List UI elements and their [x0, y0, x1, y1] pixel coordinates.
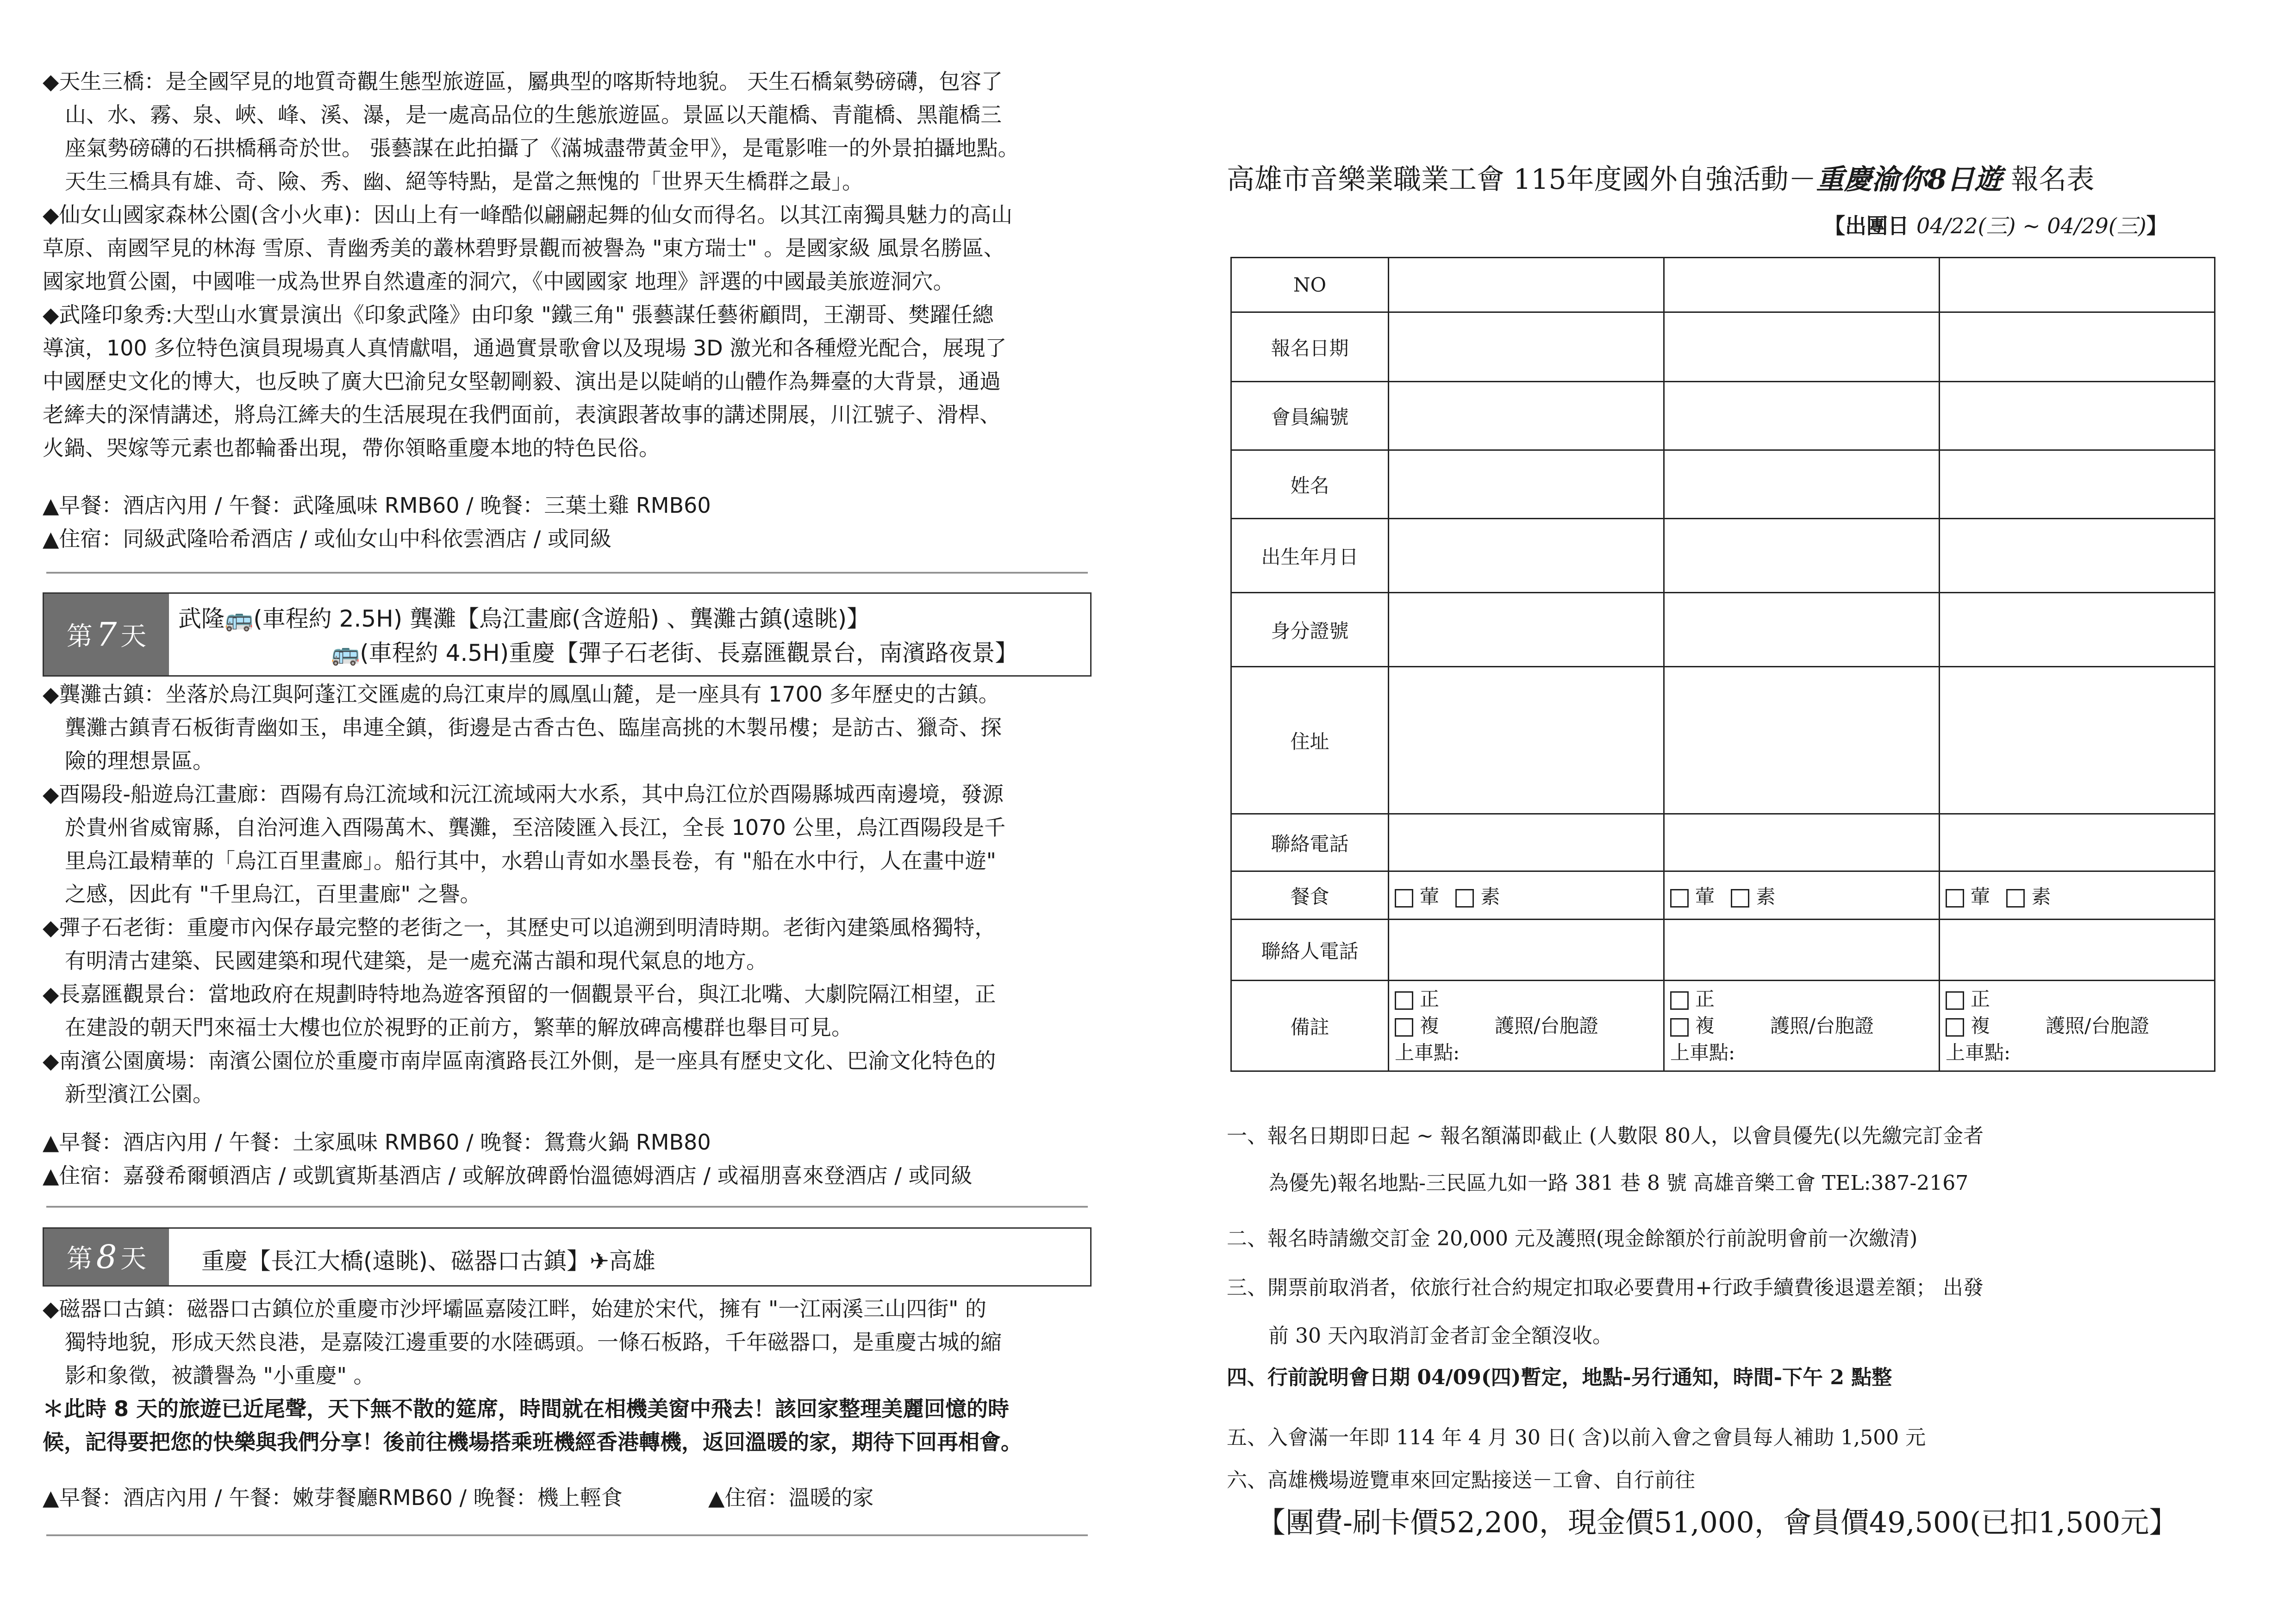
checkbox[interactable]	[1946, 889, 1964, 908]
list-item: ◆長嘉匯觀景台：當地政府在規劃時特地為遊客預留的一個觀景平台，與江北嘴、大劇院隔江相望，正 在建設的朝天門來福士大樓也位於視野的正前方，繁華的解放碑高樓群也舉目可見。	[43, 982, 996, 1040]
day6-meals: ▲早餐：酒店內用 / 午餐：武隆風味 RMB60 / 晚餐：三葉土雞 RMB60	[43, 493, 711, 518]
form-cell[interactable]	[1940, 920, 2215, 981]
form-cell[interactable]	[1940, 312, 2215, 382]
day8-hotel: ▲住宿：溫暖的家	[708, 1485, 874, 1510]
form-cell[interactable]	[1940, 593, 2215, 667]
divider	[46, 1535, 1088, 1538]
form-cell[interactable]	[1940, 519, 2215, 593]
form-cell[interactable]	[1664, 450, 1940, 519]
form-cell[interactable]	[1664, 593, 1940, 667]
list-item: ＊此時 8 天的旅遊已近尾聲，天下無不散的筵席，時間就在相機美窗中飛去！該回家整理美麗回憶的時 候，記得要把您的快樂與我們分享！後前往機場搭乘班機經香港轉機，返回溫暖的家，期待下回再相會。	[43, 1396, 1022, 1455]
note-3-cont: 前 30 天內取消訂金者訂金全額沒收。	[1268, 1324, 1613, 1348]
note-2: 二、報名時請繳交訂金 20,000 元及護照(現金餘額於行前說明會前一次繳清)	[1227, 1227, 1918, 1250]
day6-hotel: ▲住宿：同級武隆哈希酒店 / 或仙女山中科依雲酒店 / 或同級	[43, 526, 611, 551]
form-cell[interactable]	[1664, 667, 1940, 814]
note-1-cont: 為優先)報名地點-三民區九如一路 381 巷 8 號 高雄音樂工會 TEL:387-2167	[1268, 1171, 1969, 1195]
day7-route-line1: 武隆🚌(車程約 2.5H) 龔灘【烏江畫廊(含遊船) 、龔灘古鎮(遠眺)】	[178, 605, 870, 632]
checkbox[interactable]	[1946, 991, 1964, 1010]
form-cell[interactable]	[1664, 258, 1940, 312]
checkbox[interactable]	[2006, 889, 2025, 908]
tour-fee: 【團費-刷卡價52,200，現金價51,000，會員價49,500(已扣1,500元】	[1257, 1505, 2178, 1539]
form-cell[interactable]	[1664, 519, 1940, 593]
day8-route-line1: 重慶【長江大橋(遠眺)、磁器口古鎮】✈高雄	[201, 1248, 655, 1275]
form-cell[interactable]	[1389, 258, 1664, 312]
departure-dates: 【出團日 04/22(三) ~ 04/29(三)】	[1824, 213, 2168, 238]
divider	[46, 1206, 1088, 1209]
registration-table	[1230, 257, 2215, 1072]
table-row: 會員編號	[1231, 382, 2215, 450]
remark-cell: 正 複 護照/台胞證 上車點:	[1389, 981, 1664, 1071]
note-5: 五、入會滿一年即 114 年 4 月 30 日( 含)以前入會之會員每人補助 1,500 元	[1227, 1426, 1926, 1449]
note-6: 六、高雄機場遊覽車來回定點接送－工會、自行前往	[1227, 1468, 1695, 1492]
day7-attractions	[43, 678, 1089, 1111]
remark-cell: 正 複 護照/台胞證 上車點:	[1940, 981, 2215, 1071]
checkbox[interactable]	[1395, 889, 1413, 908]
checkbox[interactable]	[1670, 991, 1689, 1010]
table-row: 身分證號	[1231, 593, 2215, 667]
day8-attractions	[43, 1292, 1089, 1459]
day7-hotel: ▲住宿：嘉發希爾頓酒店 / 或凱賓斯基酒店 / 或解放碑爵怡溫德姆酒店 / 或福朋喜來登酒店 / 或同級	[43, 1163, 973, 1188]
day7-header	[43, 592, 1092, 677]
checkbox[interactable]	[1670, 889, 1689, 908]
remark-cell: 正 複 護照/台胞證 上車點:	[1664, 981, 1940, 1071]
checkbox[interactable]	[1395, 1018, 1413, 1037]
meal-choice: 葷 素	[1389, 871, 1664, 920]
table-row: 餐食 葷 素 葷 素 葷 素	[1231, 871, 2215, 920]
day7-tag: 第 7 天	[44, 594, 169, 675]
meal-choice: 葷 素	[1664, 871, 1940, 920]
form-cell[interactable]	[1664, 814, 1940, 871]
table-row: 聯絡人電話	[1231, 920, 2215, 981]
list-item: ◆彈子石老街：重慶市內保存最完整的老街之一，其歷史可以追溯到明清時期。老街內建築風格獨特， 有明清古建築、民國建築和現代建築，是一處充滿古韻和現代氣息的地方。	[43, 915, 996, 973]
list-item: ◆龔灘古鎮：坐落於烏江與阿蓬江交匯處的烏江東岸的鳳凰山麓，是一座具有 1700 多年歷史的古鎮。 龔灘古鎮青石板街青幽如玉，串連全鎮，街邊是古香古色、臨崖高挑的木製吊樓；是訪古、獵奇、探 險的理想景區。	[43, 682, 1002, 773]
form-cell[interactable]	[1664, 312, 1940, 382]
form-cell[interactable]	[1940, 667, 2215, 814]
checkbox[interactable]	[1731, 889, 1749, 908]
form-cell[interactable]	[1389, 593, 1664, 667]
day7-route-line2: 🚌(車程約 4.5H)重慶【彈子石老街、長嘉匯觀景台，南濱路夜景】	[331, 640, 1018, 666]
table-row: 備註 正 複 護照/台胞證 上車點: 正 複 護照/台胞證 上車點: 正 複 護照/台胞證 上車點:	[1231, 981, 2215, 1071]
list-item: ◆武隆印象秀:大型山水實景演出《印象武隆》由印象 "鐵三角" 張藝謀任藝術顧問，王潮哥、樊躍任總 導演，100 多位特色演員現場真人真情獻唱，通過實景歌會以及現場 3D 激光和各種燈光配合，展現了 中國歷史文化的博大，也反映了廣大巴渝兒女堅韌剛毅、演出是以陡峭的山體作為舞臺的大背景，通過 老縴夫的深情講述，將烏江縴夫的生活展現在我們面前，表演跟著故事的講述開展，川江號子、滑桿、 火鍋、哭嫁等元素也都輪番出現，帶你領略重慶本地的特色民俗。	[43, 302, 1007, 460]
form-cell[interactable]	[1940, 450, 2215, 519]
form-cell[interactable]	[1664, 920, 1940, 981]
checkbox[interactable]	[1455, 889, 1474, 908]
list-item: ◆天生三橋：是全國罕見的地質奇觀生態型旅遊區，屬典型的喀斯特地貌。 天生石橋氣勢磅礴，包容了 山、水、霧、泉、峽、峰、溪、瀑，是一處高品位的生態旅遊區。景區以天龍橋、青龍橋、黑龍橋三 座氣勢磅礴的石拱橋稱奇於世。 張藝謀在此拍攝了《滿城盡帶黃金甲》，是電影唯一的外景拍攝地點。 天生三橋具有雄、奇、險、秀、幽、絕等特點，是當之無愧的「世界天生橋群之最」。	[43, 69, 1019, 194]
day6-attractions	[43, 65, 1089, 465]
meal-choice: 葷 素	[1940, 871, 2215, 920]
checkbox[interactable]	[1395, 991, 1413, 1010]
form-cell[interactable]	[1389, 814, 1664, 871]
form-cell[interactable]	[1389, 667, 1664, 814]
form-cell[interactable]	[1389, 920, 1664, 981]
checkbox[interactable]	[1946, 1018, 1964, 1037]
form-cell[interactable]	[1940, 258, 2215, 312]
table-row: 姓名	[1231, 450, 2215, 519]
table-row: 報名日期	[1231, 312, 2215, 382]
day8-tag: 第 8 天	[44, 1229, 169, 1285]
form-cell[interactable]	[1389, 519, 1664, 593]
table-row: 住址	[1231, 667, 2215, 814]
note-3: 三、開票前取消者，依旅行社合約規定扣取必要費用+行政手續費後退還差額； 出發	[1227, 1276, 1984, 1300]
note-1: 一、報名日期即日起 ~ 報名額滿即截止 (人數限 80人，以會員優先(以先繳完訂金者	[1227, 1124, 1984, 1148]
list-item: ◆南濱公園廣場：南濱公園位於重慶市南岸區南濱路長江外側，是一座具有歷史文化、巴渝文化特色的 新型濱江公園。	[43, 1048, 996, 1107]
checkbox[interactable]	[1670, 1018, 1689, 1037]
form-cell[interactable]	[1389, 450, 1664, 519]
day7-meals: ▲早餐：酒店內用 / 午餐：土家風味 RMB60 / 晚餐：鴛鴦火鍋 RMB80	[43, 1130, 711, 1155]
day8-header	[43, 1227, 1092, 1287]
day8-meals: ▲早餐：酒店內用 / 午餐：嫩芽餐廳RMB60 / 晚餐：機上輕食	[43, 1485, 623, 1510]
divider	[46, 572, 1088, 575]
list-item: ◆磁器口古鎮：磁器口古鎮位於重慶市沙坪壩區嘉陵江畔，始建於宋代，擁有 "一江兩溪三山四街" 的 獨特地貌，形成天然良港，是嘉陵江邊重要的水陸碼頭。一條石板路，千年磁器口，是重慶古城的縮 影和象徵，被讚譽為 "小重慶" 。	[43, 1296, 1002, 1388]
form-cell[interactable]	[1389, 382, 1664, 450]
registration-page	[1148, 0, 2296, 1623]
form-title: 高雄市音樂業職業工會 115年度國外自強活動－重慶渝你8日遊 報名表	[1227, 163, 2095, 196]
table-row: NO	[1231, 258, 2215, 312]
table-row: 聯絡電話	[1231, 814, 2215, 871]
list-item: ◆仙女山國家森林公園(含小火車)：因山上有一峰酷似翩翩起舞的仙女而得名。以其江南獨具魅力的高山 草原、南國罕見的林海 雪原、青幽秀美的叢林碧野景觀而被譽為 "東方瑞士" 。是國家級 風景名勝區、 國家地質公園，中國唯一成為世界自然遺產的洞穴，《中國國家 地理》評選的中國最美旅遊洞穴。	[43, 202, 1013, 294]
table-row: 出生年月日	[1231, 519, 2215, 593]
form-cell[interactable]	[1389, 312, 1664, 382]
form-cell[interactable]	[1940, 814, 2215, 871]
note-4: 四、行前說明會日期 04/09(四)暫定，地點-另行通知，時間-下午 2 點整	[1227, 1366, 1892, 1389]
form-cell[interactable]	[1664, 382, 1940, 450]
list-item: ◆酉陽段-船遊烏江畫廊：酉陽有烏江流域和沅江流域兩大水系，其中烏江位於酉陽縣城西南邊境，發源 於貴州省威甯縣，自治河進入酉陽萬木、龔灘，至涪陵匯入長江，全長 1070 公里，烏江酉陽段是千 里烏江最精華的「烏江百里畫廊」。船行其中，水碧山青如水墨長卷，有 "船在水中行，人在畫中遊" 之感，因此有 "千里烏江，百里畫廊" 之譽。	[43, 782, 1006, 907]
form-cell[interactable]	[1940, 382, 2215, 450]
